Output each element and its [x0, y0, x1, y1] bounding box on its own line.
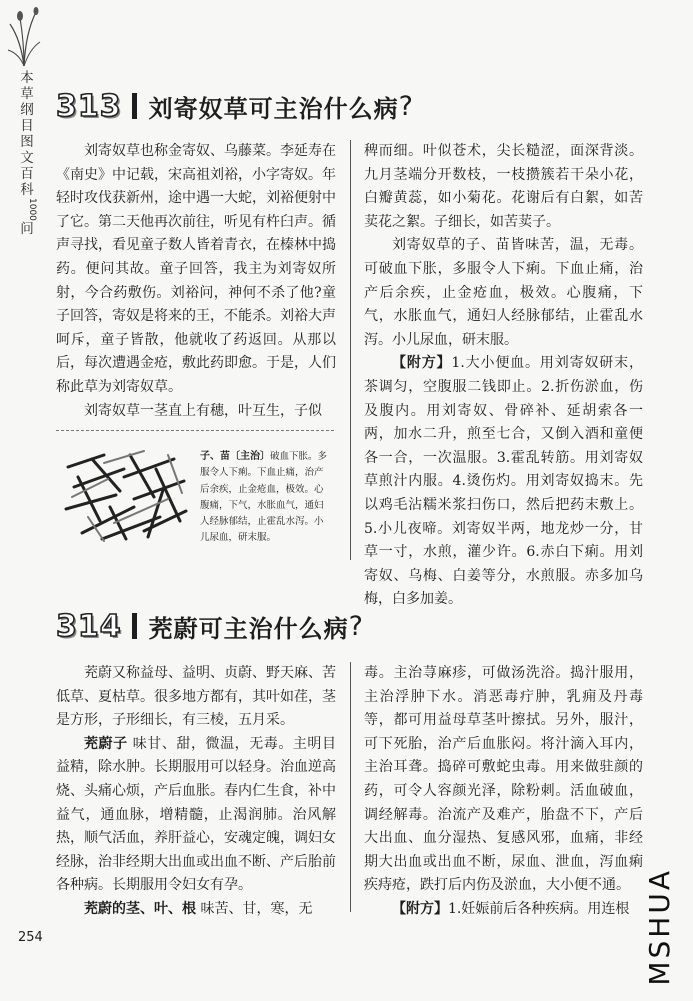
section-313-right-column	[364, 140, 643, 612]
figure-caption-label: 子、苗〔主治〕	[200, 451, 270, 462]
question-mark: ?	[398, 90, 413, 122]
section-314-title: 茺蔚可主治什么病	[148, 614, 349, 643]
section-314-number: 314	[56, 608, 122, 644]
section-313-title: 刘寄奴草可主治什么病	[148, 94, 399, 123]
entry-label: 茺蔚子	[84, 735, 128, 752]
paragraph: 刘寄奴草的子、苗皆味苦，温，无毒。可破血下胀，多服令人下痢。下血止痛，治产后余疾，止金疮血，极效。心腹痛，下气，水胀血气，通妇人经脉郁结，止霍乱水泻。小儿尿血，研末服。	[364, 237, 643, 348]
book-title-vertical: 本 草 纲 目 图 文 百 科 1000 问	[20, 70, 37, 237]
paragraph	[56, 733, 336, 898]
herb-figure	[56, 430, 334, 563]
figure-caption	[200, 449, 330, 547]
fufang-text: 1.妊娠前后各种疾病。用连根	[448, 900, 630, 917]
paragraph	[56, 898, 336, 922]
sidebar	[0, 0, 46, 1001]
paragraph: 刘寄奴草也称金寄奴、乌藤菜。李延寿在《南史》中记载，宋高祖刘裕，小字寄奴。年轻时攻伐获新州，途中遇一大蛇，刘裕便射中了它。第二天他再次前往，听见有杵臼声。循声寻找，看见童子数人皆着青衣，在榛林中捣药。便问其故。童子回答，我主为刘寄奴所射，今合药敷伤。刘裕问，神何不杀了他?童子回答，寄奴是将来的王，不能杀。刘裕大声呵斥，童子皆散，他就收了药返回。从那以后，每次遭遇金疮，敷此药即愈。于是，人们称此草为刘寄奴草。	[56, 143, 336, 395]
section-314-left-column	[56, 662, 336, 922]
entry-text: 味苦、甘，寒，无	[196, 900, 313, 917]
section-313-heading	[56, 86, 413, 126]
heading-bar	[132, 613, 137, 639]
section-314-heading	[56, 606, 363, 646]
heading-bar	[132, 93, 137, 119]
fufang-label: 【附方】	[392, 355, 452, 372]
entry-text: 味甘、甜，微温，无毒。主明目益精，除水肿。长期服用可以轻身。治血逆高烧、头痛心烦，产后血胀。春内仁生食，补中益气，通血脉，增精髓，止渴润肺。治风解热，顺气活血，养肝益心，安魂定魄，调妇女经脉，治非经期大出血或出血不断、产后胎前各种病。长期服用令妇女有孕。	[56, 735, 336, 894]
dried-herb-image	[64, 447, 188, 543]
column-divider	[350, 140, 351, 560]
figure-caption-text: 破血下胀。多服令人下痢。下血止痛，治产后余疾，止金疮血，极效。心腹痛，下气，水胀血气，通妇人经脉郁结，止霍乱水泻。小儿尿血，研末服。	[200, 451, 328, 544]
fufang-text: 1.大小便血。用刘寄奴研末，茶调匀，空腹服二钱即止。2.折伤淤血，伤及腹内。用刘寄奴、骨碎补、延胡索各一两，加水二升，煎至七合，又倒入酒和童便各一合，一次温服。3.霍乱转筋。用刘寄奴草煎汁内服。4.烫伤灼。用刘寄奴捣末。先以鸡毛沾糯米浆扫伤口，然后把药末敷上。5.小儿夜啼。刘寄奴半两，地龙炒一分，甘草一寸，水煎，灌少许。6.赤白下痢。用刘寄奴、乌梅、白姜等分，水煎服。赤多加乌梅，白多加姜。	[364, 355, 644, 608]
section-313-left-column	[56, 140, 336, 423]
section-314-right-column	[364, 662, 643, 922]
orchid-plant-icon	[6, 6, 42, 68]
fufang-paragraph	[364, 352, 643, 612]
entry-label: 茺蔚的茎、叶、根	[84, 900, 196, 917]
fufang-paragraph	[364, 898, 643, 922]
paragraph: 毒。主治荨麻疹，可做汤洗浴。捣汁服用，主治浮肿下水。消恶毒疔肿，乳痈及丹毒等，都可用益母草茎叶擦拭。另外，服汁，可下死胎，治产后血胀闷。将汁滴入耳内，主治耳聋。捣碎可敷蛇虫毒。用来做驻颜的药，可令人容颜光泽，除粉刺。活血破血，调经解毒。治流产及难产，胎盘不下，产后大出血、血分湿热、复感风邪，血痛，非经期大出血或出血不断，尿血、泄血，泻血痢疾痔疮，跌打后内伤及淤血，大小便不通。	[364, 665, 643, 894]
section-313-number: 313	[56, 88, 122, 124]
page-number: 254	[18, 930, 43, 945]
question-mark: ?	[348, 610, 363, 642]
fufang-label: 【附方】	[392, 900, 448, 917]
column-divider	[350, 662, 351, 912]
paragraph: 茺蔚又称益母、益明、贞蔚、野天麻、苦低草、夏枯草。很多地方都有，其叶如荏，茎是方形，子形细长，有三棱，五月采。	[56, 665, 336, 729]
watermark: MSHUA	[643, 868, 676, 986]
paragraph: 刘寄奴草一茎直上有穗，叶互生，子似	[84, 402, 322, 419]
paragraph: 稗而细。叶似苍术，尖长糙涩，面深背淡。九月茎端分开数枝，一枝攒簇若干朵小花，白瓣黄蕊，如小菊花。花谢后有白絮，如苦荬花之絮。子细长，如苦荬子。	[364, 143, 643, 230]
